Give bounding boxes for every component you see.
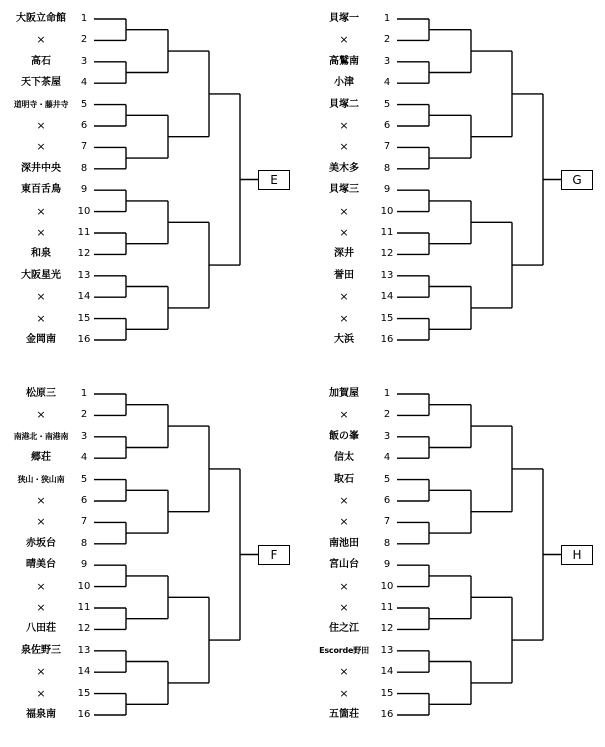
team-name: ×: [36, 515, 46, 529]
team-name: ×: [339, 33, 349, 47]
seed-number: 4: [80, 77, 88, 89]
seed-number: 16: [380, 334, 394, 345]
team-name: 晴美台: [26, 559, 56, 571]
team-name: ×: [339, 408, 349, 422]
team-name: 深井中央: [21, 162, 61, 174]
team-name: 松原三: [26, 388, 56, 399]
seed-number: 11: [77, 227, 91, 238]
team-name: 泉佐野三: [21, 644, 61, 656]
seed-number: 12: [380, 248, 394, 260]
seed-number: 3: [383, 430, 391, 442]
seed-number: 2: [383, 409, 391, 421]
team-name: 高鷲南: [329, 55, 359, 67]
team-name: ×: [36, 226, 46, 239]
team-name: 誉田: [334, 269, 354, 281]
seed-number: 5: [80, 473, 88, 485]
team-name: ×: [36, 686, 46, 700]
team-name: 福泉南: [26, 709, 56, 720]
seed-number: 8: [80, 537, 88, 549]
seed-number: 1: [80, 13, 88, 24]
group-label: G: [561, 170, 593, 190]
team-name: ×: [339, 665, 349, 679]
group-label: H: [561, 545, 593, 565]
seed-number: 6: [383, 495, 391, 506]
group-label: F: [258, 545, 290, 565]
seed-number: 1: [383, 388, 391, 399]
seed-number: 2: [80, 409, 88, 421]
team-name: 貝塚二: [329, 98, 359, 110]
team-name: ×: [36, 494, 46, 507]
team-name: ×: [36, 311, 46, 325]
seed-number: 12: [77, 623, 91, 635]
team-name: 取石: [334, 473, 354, 485]
team-name: 高石: [31, 55, 51, 67]
team-name: ×: [36, 33, 46, 47]
team-name: 道明寺・藤井寺: [13, 99, 69, 109]
bracket-f: [0, 375, 302, 747]
seed-number: 5: [80, 98, 88, 110]
seed-number: 15: [380, 687, 394, 699]
seed-number: 16: [380, 709, 394, 720]
team-name: 宮山台: [329, 559, 359, 571]
team-name: 大浜: [334, 334, 354, 345]
team-name: ×: [36, 140, 46, 154]
team-name: 飯の峯: [329, 430, 359, 442]
seed-number: 4: [383, 452, 391, 464]
team-name: 貝塚一: [329, 13, 359, 24]
seed-number: 11: [380, 602, 394, 613]
seed-number: 5: [383, 473, 391, 485]
seed-number: 7: [80, 516, 88, 528]
team-name: 南池田: [329, 537, 359, 549]
seed-number: 10: [77, 580, 91, 592]
seed-number: 10: [380, 580, 394, 592]
seed-number: 8: [80, 162, 88, 174]
team-name: ×: [339, 290, 349, 304]
seed-number: 6: [383, 120, 391, 131]
seed-number: 6: [80, 495, 88, 506]
team-name: ×: [36, 204, 46, 218]
team-name: ×: [339, 119, 349, 132]
seed-number: 13: [380, 269, 394, 281]
team-name: 南港北・南港南: [13, 431, 69, 441]
team-name: ×: [339, 311, 349, 325]
seed-number: 2: [383, 34, 391, 46]
team-name: Escorde野田: [319, 645, 369, 655]
seed-number: 9: [80, 559, 88, 571]
seed-number: 12: [380, 623, 394, 635]
seed-number: 7: [383, 141, 391, 153]
team-name: 貝塚三: [329, 184, 359, 196]
team-name: ×: [339, 601, 349, 614]
seed-number: 11: [380, 227, 394, 238]
team-name: ×: [339, 494, 349, 507]
seed-number: 13: [77, 644, 91, 656]
seed-number: 3: [383, 55, 391, 67]
seed-number: 7: [383, 516, 391, 528]
seed-number: 14: [77, 291, 91, 303]
team-name: ×: [339, 579, 349, 593]
team-name: 赤坂台: [26, 537, 56, 549]
seed-number: 1: [80, 388, 88, 399]
seed-number: 10: [77, 205, 91, 217]
seed-number: 14: [77, 666, 91, 678]
seed-number: 10: [380, 205, 394, 217]
seed-number: 8: [383, 162, 391, 174]
bracket-e: [0, 0, 302, 372]
seed-number: 14: [380, 666, 394, 678]
team-name: 金岡南: [26, 334, 56, 345]
team-name: ×: [36, 579, 46, 593]
team-name: 住之江: [329, 623, 359, 635]
team-name: 大阪立命館: [16, 13, 66, 24]
seed-number: 8: [383, 537, 391, 549]
team-name: ×: [36, 290, 46, 304]
seed-number: 5: [383, 98, 391, 110]
team-name: ×: [339, 686, 349, 700]
seed-number: 15: [77, 687, 91, 699]
seed-number: 1: [383, 13, 391, 24]
team-name: 郷荘: [31, 452, 51, 464]
team-name: 加賀屋: [329, 388, 359, 399]
team-name: ×: [339, 515, 349, 529]
seed-number: 13: [380, 644, 394, 656]
team-name: 大阪星光: [21, 269, 61, 281]
seed-number: 6: [80, 120, 88, 131]
team-name: 小津: [334, 77, 354, 89]
team-name: 五箇荘: [329, 709, 359, 720]
team-name: 美木多: [329, 162, 359, 174]
team-name: ×: [36, 119, 46, 132]
team-name: 狭山・狭山南: [17, 474, 65, 484]
team-name: ×: [36, 665, 46, 679]
group-label: E: [258, 170, 290, 190]
seed-number: 2: [80, 34, 88, 46]
team-name: ×: [36, 601, 46, 614]
seed-number: 9: [383, 184, 391, 196]
team-name: ×: [339, 226, 349, 239]
seed-number: 16: [77, 334, 91, 345]
team-name: 東百舌鳥: [21, 184, 61, 196]
team-name: 天下茶屋: [21, 77, 61, 89]
seed-number: 16: [77, 709, 91, 720]
seed-number: 12: [77, 248, 91, 260]
seed-number: 11: [77, 602, 91, 613]
seed-number: 3: [80, 55, 88, 67]
team-name: 信太: [334, 452, 354, 464]
team-name: 八田荘: [26, 623, 56, 635]
seed-number: 15: [380, 312, 394, 324]
bracket-h: [303, 375, 605, 747]
seed-number: 4: [80, 452, 88, 464]
team-name: 深井: [334, 248, 354, 260]
team-name: 和泉: [31, 248, 51, 260]
seed-number: 13: [77, 269, 91, 281]
bracket-g: [303, 0, 605, 372]
seed-number: 9: [80, 184, 88, 196]
seed-number: 4: [383, 77, 391, 89]
seed-number: 15: [77, 312, 91, 324]
team-name: ×: [339, 140, 349, 154]
seed-number: 3: [80, 430, 88, 442]
team-name: ×: [339, 204, 349, 218]
seed-number: 9: [383, 559, 391, 571]
team-name: ×: [36, 408, 46, 422]
seed-number: 7: [80, 141, 88, 153]
seed-number: 14: [380, 291, 394, 303]
